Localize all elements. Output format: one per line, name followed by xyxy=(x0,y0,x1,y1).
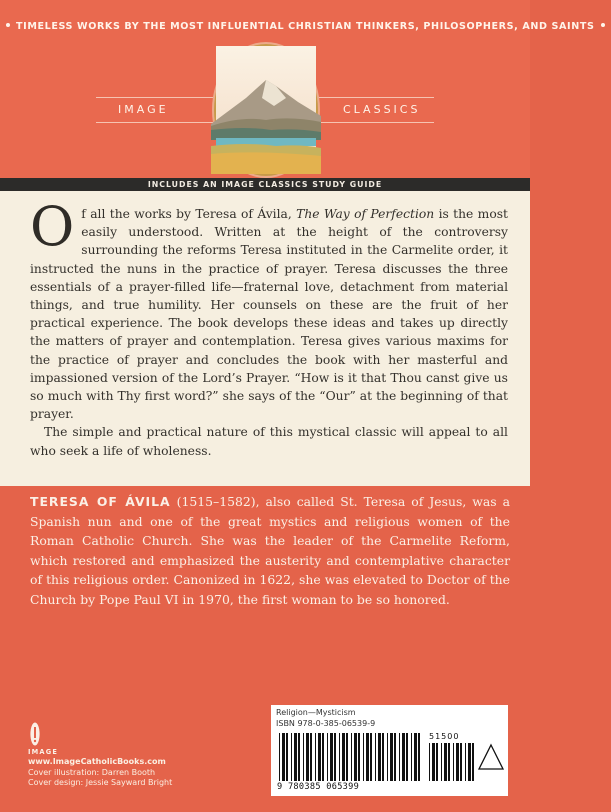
barcode-bar xyxy=(315,733,316,781)
barcode-bar xyxy=(327,733,328,781)
barcode-bar xyxy=(378,733,381,781)
publisher-website[interactable]: www.ImageCatholicBooks.com xyxy=(28,757,166,766)
barcode-bar xyxy=(346,733,348,781)
series-label-right: CLASSICS xyxy=(343,103,421,116)
barcode-bar xyxy=(432,743,435,781)
bullet-icon xyxy=(601,23,605,27)
illustration-credit: Cover illustration: Darren Booth xyxy=(28,767,156,777)
barcode-bar xyxy=(411,733,412,781)
publisher-credits xyxy=(28,757,172,789)
design-credit: Cover design: Jessie Sayward Bright xyxy=(28,778,173,788)
description-lead: f all the works by Teresa of Ávila, xyxy=(81,207,297,221)
barcode-bar xyxy=(460,743,462,781)
barcode-bar xyxy=(402,733,405,781)
barcode-bar xyxy=(406,733,408,781)
barcode-bar xyxy=(375,733,376,781)
barcode-box xyxy=(271,705,508,796)
barcode-bar xyxy=(322,733,324,781)
series-tagline: TIMELESS WORKS BY THE MOST INFLUENTIAL CHRISTIAN THINKERS, PHILOSOPHERS, AND SAINTS xyxy=(0,21,530,32)
barcode-bar xyxy=(306,733,309,781)
barcode-bar xyxy=(334,733,336,781)
barcode-category: Religion—Mysticism xyxy=(276,708,356,717)
barcode-bar xyxy=(354,733,357,781)
barcode-bar xyxy=(418,733,420,781)
barcode-bar xyxy=(387,733,388,781)
barcode-bar xyxy=(444,743,447,781)
author-name: TERESA OF ÁVILA xyxy=(30,494,171,509)
drop-cap: O xyxy=(30,195,75,258)
barcode-bar xyxy=(414,733,417,781)
barcode-bar xyxy=(390,733,393,781)
barcode-bar xyxy=(441,743,442,781)
book-description xyxy=(30,195,508,460)
barcode-bar xyxy=(370,733,372,781)
imprint-name: IMAGE xyxy=(28,748,59,756)
author-bio xyxy=(30,492,510,610)
barcode-bar xyxy=(448,743,450,781)
barcode-bar xyxy=(291,733,292,781)
barcode-bar xyxy=(436,743,438,781)
barcode-bar xyxy=(294,733,297,781)
book-title: The Way of Perfection xyxy=(296,207,435,221)
barcode-bar xyxy=(468,743,471,781)
series-label-left: IMAGE xyxy=(118,103,169,116)
barcode-bar xyxy=(429,743,430,781)
barcode-bar xyxy=(310,733,312,781)
barcode-bar xyxy=(318,733,321,781)
barcode-bar xyxy=(465,743,466,781)
triangle-icon xyxy=(479,745,503,769)
mountain-landscape-icon xyxy=(214,44,318,176)
barcode-bar xyxy=(382,733,384,781)
author-bio-text: (1515–1582), also called St. Teresa of Jesus, was a Spanish nun and one of the great mystics and religious women of the Roman Catholic Church. She was the leader of the Carmelite Reform, which restored and emphasized the austerity and contemplative character of this religious order. Canonized in 1622, she was elevated to Doctor of the Church by Pope Paul VI in 1970, the first woman to be so honored. xyxy=(30,494,511,607)
price-code: 51500 xyxy=(429,732,460,741)
barcode-bar xyxy=(394,733,396,781)
barcode-bar xyxy=(453,743,454,781)
barcode-bar xyxy=(456,743,459,781)
barcode-bar xyxy=(330,733,333,781)
barcode-bar xyxy=(363,733,364,781)
description-body: is the most easily understood. Written at the height of the controversy surrounding the reforms Teresa instituted in the Carmelite order, it instructed the nuns in the practice of prayer. Teresa discusses the three essentials of a prayer-filled life—fraternal love, detachment from material things, and true humility. Her counsels on these are the fruit of her practical experience. The book develops these ideas and takes up directly the matters of prayer and contemplation. Teresa gives various maxims for the practice of prayer and concludes the book with her masterful and impassioned version of the Lord’s Prayer. “How is it that Thou canst give us so much with Thy first word?” she says of the “Our” at the beginning of that prayer. xyxy=(30,207,508,422)
barcode-bar xyxy=(339,733,340,781)
barcode-bar xyxy=(282,733,285,781)
barcode-bar xyxy=(279,733,280,781)
barcode-bar xyxy=(286,733,288,781)
description-paragraph xyxy=(30,195,508,423)
barcode-bar xyxy=(358,733,360,781)
barcode-isbn: ISBN 978-0-385-06539-9 xyxy=(276,719,376,728)
study-guide-banner: INCLUDES AN IMAGE CLASSICS STUDY GUIDE xyxy=(0,178,530,191)
barcode-bar xyxy=(342,733,345,781)
barcode-bar xyxy=(399,733,400,781)
barcode-bar xyxy=(351,733,352,781)
description-closing: The simple and practical nature of this mystical classic will appeal to all who seek a life of wholeness. xyxy=(30,425,508,458)
barcode-digits: 9 780385 065399 xyxy=(277,782,360,792)
barcode-bar xyxy=(303,733,304,781)
barcode-bar xyxy=(366,733,369,781)
barcode-bar xyxy=(298,733,300,781)
image-imprint-logo-icon xyxy=(30,722,40,746)
barcode-bar xyxy=(472,743,474,781)
bullet-icon xyxy=(6,23,10,27)
